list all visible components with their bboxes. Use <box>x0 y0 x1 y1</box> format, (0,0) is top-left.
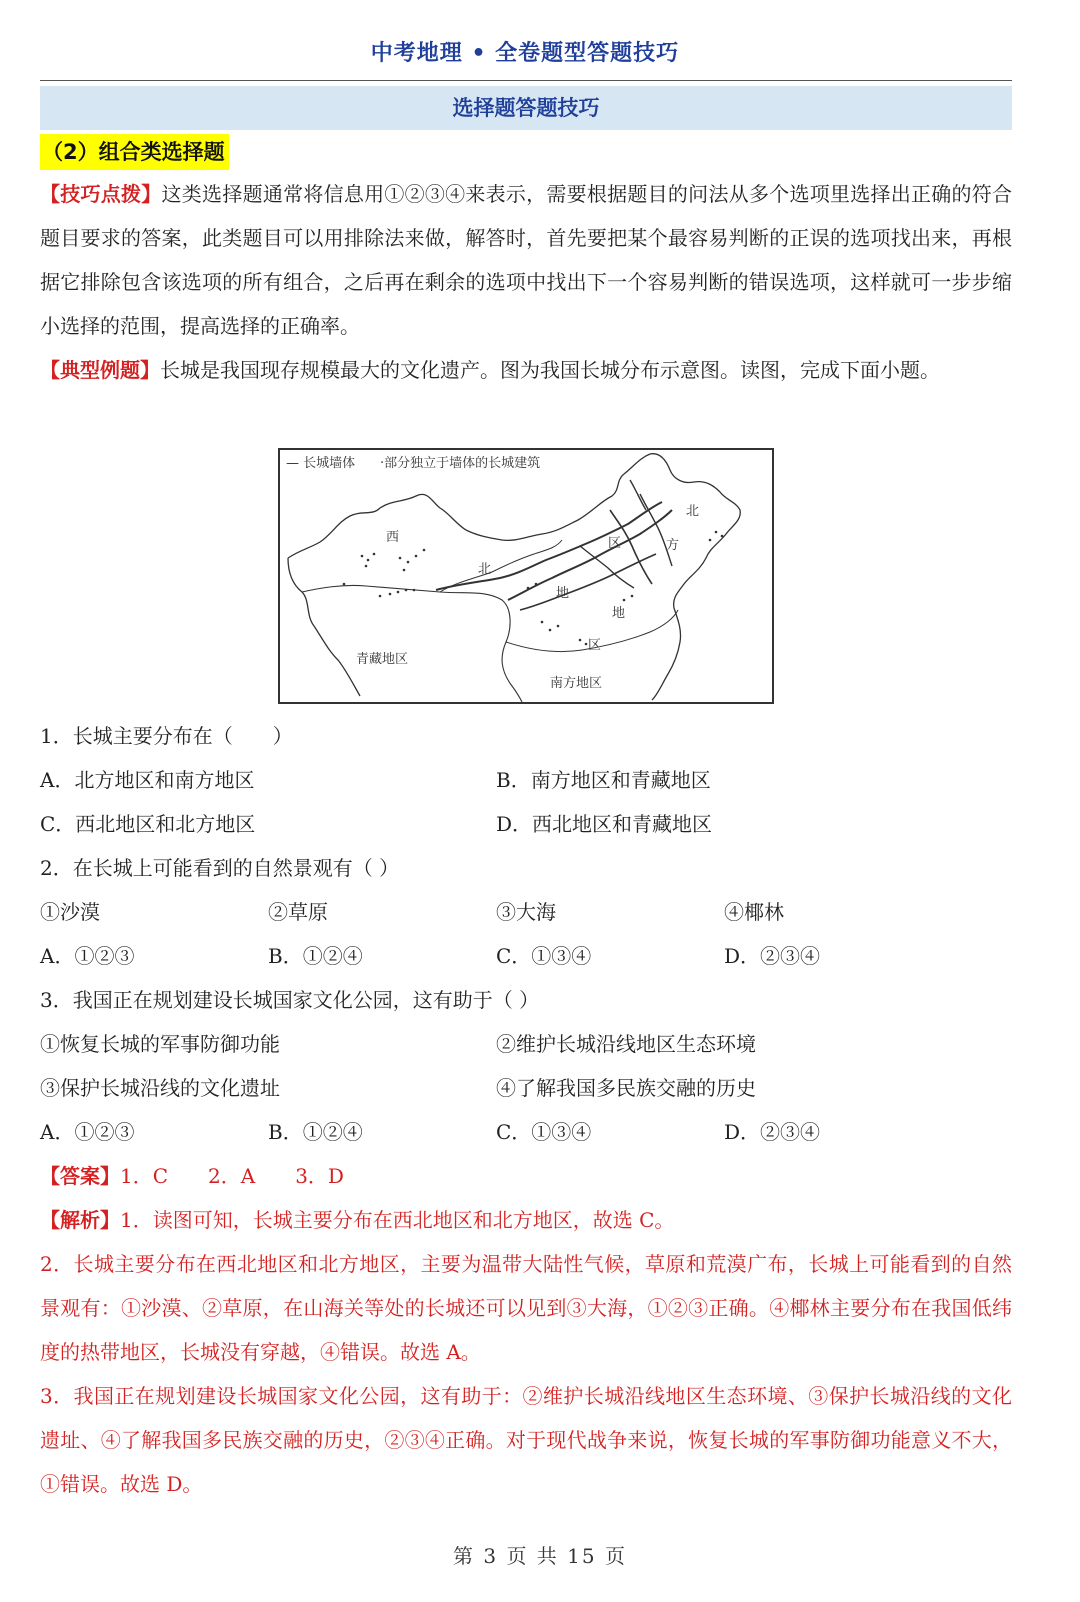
map-label-di-nw: 地 <box>556 586 570 601</box>
tips-paragraph <box>40 172 1012 348</box>
question-3-option-d: D．②③④ <box>724 1120 821 1144</box>
analysis-p1: 1．读图可知，长城主要分布在西北地区和北方地区，故选 C。 <box>120 1208 675 1232</box>
question-1-stem: 1．长城主要分布在（ ） <box>40 724 293 748</box>
map-legend-wall: — 长城墙体 <box>286 456 356 471</box>
question-1-option-a: A．北方地区和南方地区 <box>40 768 255 792</box>
map-label-qingzang: 青藏地区 <box>356 652 409 667</box>
question-3-item-3: ③保护长城沿线的文化遗址 <box>40 1076 280 1100</box>
question-3-stem: 3．我国正在规划建设长城国家文化公园，这有助于（ ） <box>40 988 540 1012</box>
question-2-item-2: ②草原 <box>268 900 328 924</box>
analysis-p3: 3．我国正在规划建设长城国家文化公园，这有助于：②维护长城沿线地区生态环境、③保护长城沿线的文化遗址、④了解我国多民族交融的历史，②③④正确。对于现代战争来说，恢复长城的军事防御功能意义不大，①错误。故选 D。 <box>40 1384 1012 1496</box>
question-1-option-c: C．西北地区和北方地区 <box>40 812 256 836</box>
question-2-stem: 2．在长城上可能看到的自然景观有（ ） <box>40 856 400 880</box>
document-title: 中考地理 • 全卷题型答题技巧 <box>370 41 680 66</box>
question-2-option-b: B．①②④ <box>268 944 363 968</box>
question-1-option-b: B．南方地区和青藏地区 <box>496 768 711 792</box>
question-1-option-d: D．西北地区和青藏地区 <box>496 812 713 836</box>
question-3-item-4: ④了解我国多民族交融的历史 <box>496 1076 756 1100</box>
answer-text: 1．C 2．A 3．D <box>120 1164 344 1188</box>
question-3-item-2: ②维护长城沿线地区生态环境 <box>496 1032 756 1056</box>
map-label-fang: 方 <box>666 538 680 553</box>
great-wall-map <box>278 448 774 704</box>
question-2-option-c: C．①③④ <box>496 944 592 968</box>
map-label-xi: 西 <box>386 530 400 545</box>
question-3-item-1: ①恢复长城的军事防御功能 <box>40 1032 280 1056</box>
question-3-option-b: B．①②④ <box>268 1120 363 1144</box>
analysis-tag: 【解析】 <box>40 1208 120 1232</box>
map-label-bei-n: 北 <box>686 504 700 519</box>
question-3-option-c: C．①③④ <box>496 1120 592 1144</box>
question-2-item-4: ④椰林 <box>724 900 784 924</box>
question-2-option-d: D．②③④ <box>724 944 821 968</box>
map-legend-building: ·部分独立于墙体的长城建筑 <box>380 456 541 471</box>
tips-tag: 【技巧点拨】 <box>40 182 162 206</box>
example-paragraph <box>40 348 1012 392</box>
subheading-highlight: （2）组合类选择题 <box>40 134 229 170</box>
map-drawing <box>280 450 772 702</box>
map-label-qu-nw: 区 <box>608 536 622 551</box>
map-label-nanfang: 南方地区 <box>550 676 603 691</box>
analysis-line-1 <box>40 1198 674 1242</box>
answer-line <box>40 1154 344 1198</box>
example-tag: 【典型例题】 <box>40 358 160 382</box>
example-text: 长城是我国现存规模最大的文化遗产。图为我国长城分布示意图。读图，完成下面小题。 <box>160 358 940 382</box>
section-title-bar: 选择题答题技巧 <box>40 86 1012 130</box>
analysis-p2: 2．长城主要分布在西北地区和北方地区，主要为温带大陆性气候，草原和荒漠广布，长城上可能看到的自然景观有：①沙漠、②草原，在山海关等处的长城还可以见到③大海，①②③正确。④椰林主要分布在我国低纬度的热带地区，长城没有穿越，④错误。故选 A。 <box>40 1252 1012 1364</box>
page-footer: 第 3 页 共 15 页 <box>453 1544 627 1568</box>
header-divider <box>40 80 1012 81</box>
question-3-option-a: A．①②③ <box>40 1120 135 1144</box>
answer-tag: 【答案】 <box>40 1164 120 1188</box>
question-2-option-a: A．①②③ <box>40 944 135 968</box>
map-label-bei-nw: 北 <box>478 562 492 577</box>
question-2-item-1: ①沙漠 <box>40 900 100 924</box>
map-label-qu-n: 区 <box>588 638 602 653</box>
tips-text: 这类选择题通常将信息用①②③④来表示，需要根据题目的问法从多个选项里选择出正确的符合题目要求的答案，此类题目可以用排除法来做，解答时，首先要把某个最容易判断的正误的选项找出来，再根据它排除包含该选项的所有组合，之后再在剩余的选项中找出下一个容易判断的错误选项，这样就可一步步缩小选择的范围，提高选择的正确率。 <box>40 182 1013 338</box>
map-label-di-n: 地 <box>612 606 626 621</box>
question-2-item-3: ③大海 <box>496 900 556 924</box>
